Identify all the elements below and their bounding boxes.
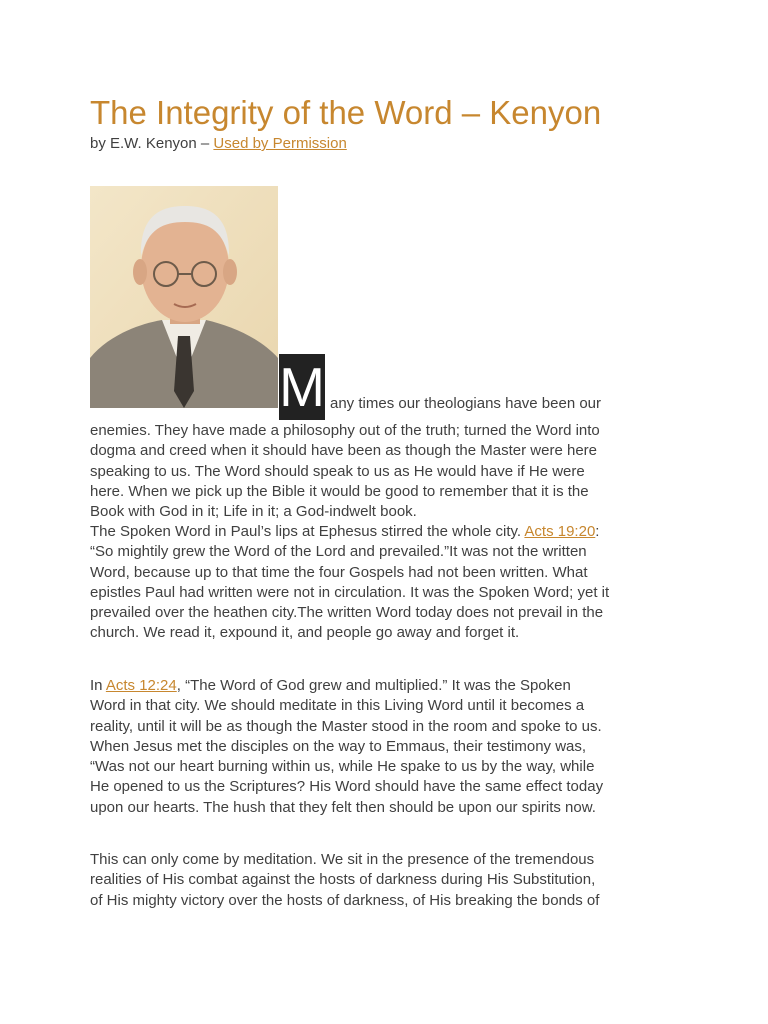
text-line: He opened to us the Scriptures? His Word should have the same effect today — [90, 778, 604, 796]
paragraph-4 — [90, 850, 680, 911]
permission-link[interactable]: Used by Permission — [213, 135, 347, 152]
acts-19-20-link[interactable]: Acts 19:20 — [524, 523, 596, 540]
text-line: “So mightily grew the Word of the Lord and prevailed.”It was not the written — [90, 543, 587, 561]
paragraph-2-lead: The Spoken Word in Paul’s lips at Ephesus stirred the whole city. — [90, 523, 525, 540]
punctuation: : — [595, 523, 600, 540]
byline — [90, 134, 347, 153]
text-line: epistles Paul had written were not in circulation. It was the Spoken Word; yet it — [90, 583, 610, 601]
text-line: Word, because up to that time the four Gospels had not been written. What — [90, 563, 588, 581]
text-line: When Jesus met the disciples on the way to Emmaus, their testimony was, — [90, 737, 587, 755]
text-line: “Was not our heart burning within us, while He spake to us by the way, while — [90, 758, 595, 776]
text-line: Book with God in it; Life in it; a God-indwelt book. — [90, 503, 417, 521]
byline-author: by E.W. Kenyon – — [90, 135, 214, 152]
paragraph-1-first-line: any times our theologians have been our — [330, 395, 602, 412]
drop-cap: M — [279, 356, 325, 418]
text-line: speaking to us. The Word should speak to us as He would have if He were — [90, 462, 585, 480]
text-line: upon our hearts. The hush that they felt then should be upon our spirits now. — [90, 798, 596, 816]
text-line: church. We read it, expound it, and people go away and forget it. — [90, 624, 520, 642]
paragraph-3 — [90, 676, 680, 818]
text-line: enemies. They have made a philosophy out of the truth; turned the Word into — [90, 422, 600, 439]
author-portrait-image — [90, 186, 278, 408]
text-line: of His mighty victory over the hosts of darkness, of His breaking the bonds of — [90, 891, 600, 909]
text-line: prevailed over the heathen city.The written Word today does not prevail in the — [90, 604, 604, 622]
paragraph-3-rest: , “The Word of God grew and multiplied.” It was the Spoken — [176, 677, 571, 694]
text-line: reality, until it will be as though the Master stood in the room and spoke to us. — [90, 717, 602, 735]
paragraph-2 — [90, 522, 680, 644]
author-portrait — [90, 186, 278, 408]
acts-12-24-link[interactable]: Acts 12:24 — [105, 677, 177, 694]
text-line: dogma and creed when it should have been as though the Master were here — [90, 442, 597, 460]
text-line: Word in that city. We should meditate in this Living Word until it becomes a — [90, 697, 585, 715]
text-line: realities of His combat against the hosts of darkness during His Substitution, — [90, 871, 596, 889]
paragraph-1 — [90, 421, 680, 522]
text-line — [90, 676, 680, 696]
text-line: here. When we pick up the Bible it would be good to remember that it is the — [90, 482, 589, 500]
paragraph-3-lead: In — [90, 677, 106, 694]
page-title: The Integrity of the Word – Kenyon — [90, 94, 602, 131]
text-line — [90, 522, 680, 542]
text-line: This can only come by meditation. We sit in the presence of the tremendous — [90, 851, 595, 868]
